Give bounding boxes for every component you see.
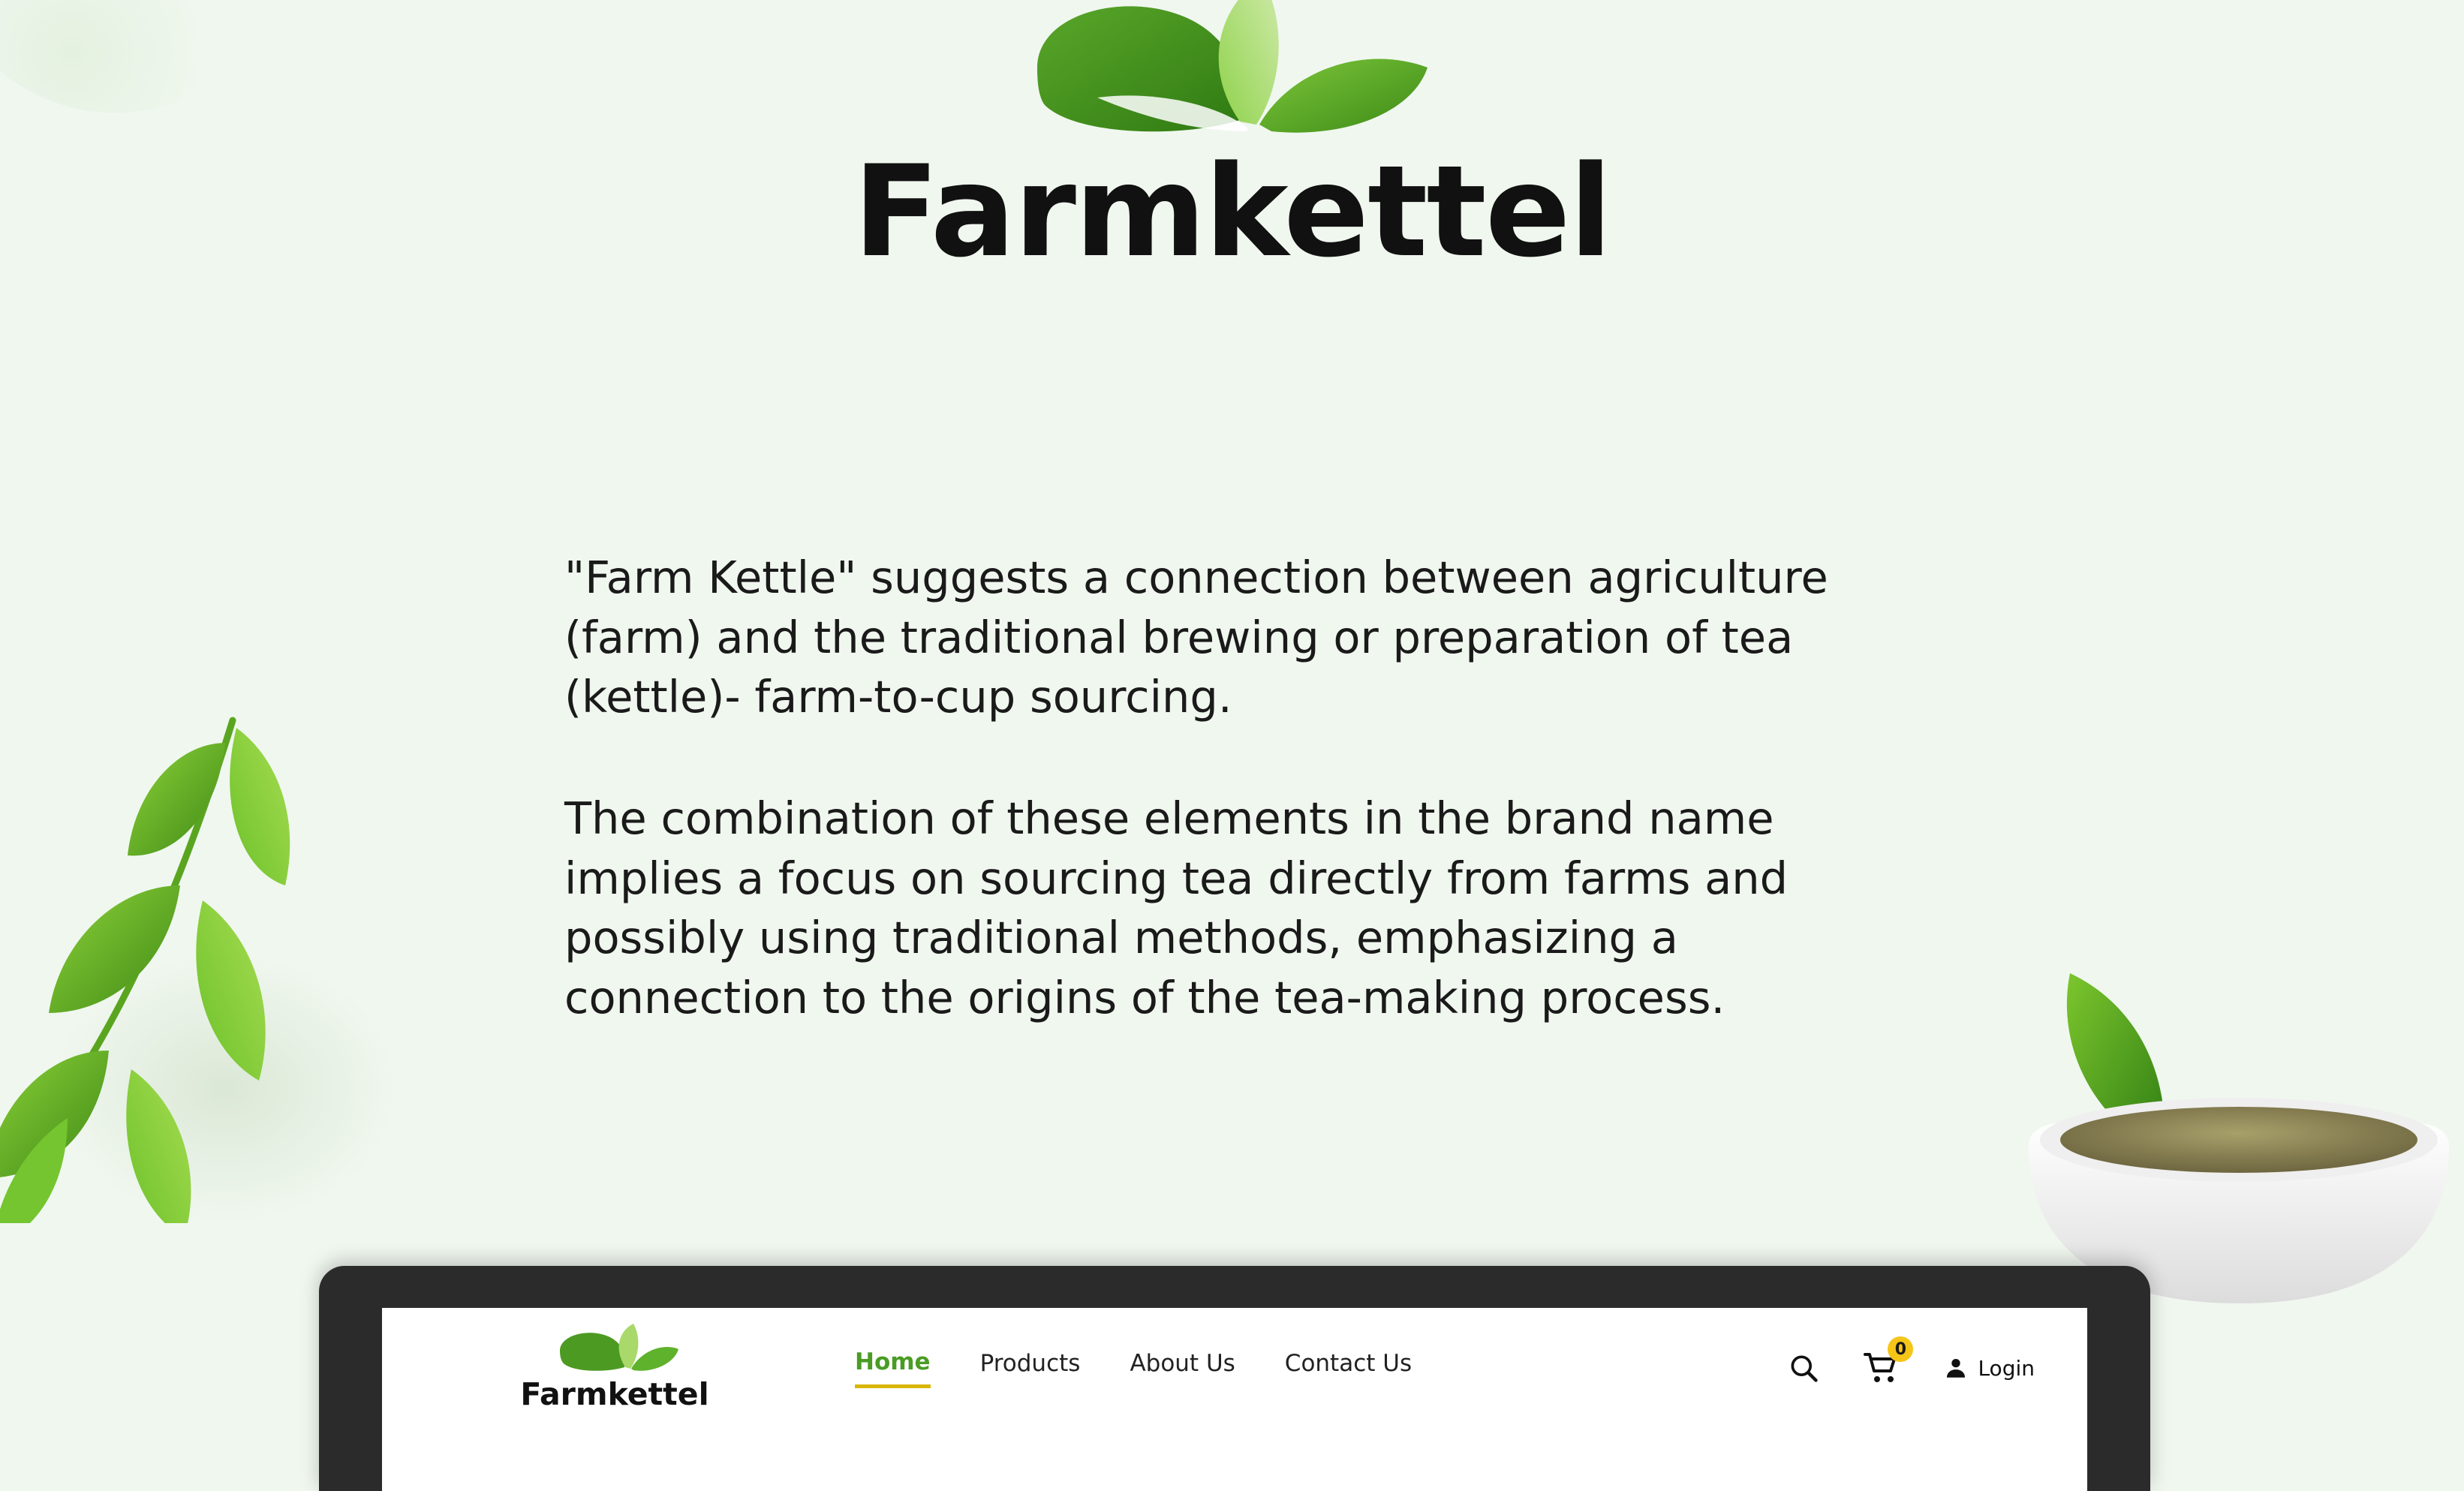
login-button[interactable] — [1943, 1355, 2035, 1381]
laptop-screen — [382, 1308, 2087, 1491]
nav-link-about-us[interactable]: About Us — [1130, 1350, 1235, 1377]
nav-link-contact-us[interactable]: Contact Us — [1284, 1350, 1413, 1377]
description-paragraph-2: The combination of these elements in the brand name implies a focus on sourcing tea directly from farms and possibly using traditional methods, emphasizing a connection to the origins of the tea-making process. — [564, 792, 1789, 1024]
nav-links — [855, 1348, 1412, 1388]
site-logo-text: Farmkettel — [520, 1376, 709, 1412]
leaf-sprout-logo-icon — [551, 1324, 678, 1375]
nav-link-home[interactable]: Home — [855, 1348, 931, 1388]
cart-count-badge: 0 — [1888, 1336, 1913, 1362]
description-text — [564, 548, 1908, 1027]
tea-leaf-branch-image — [0, 698, 428, 1223]
nav-link-products[interactable]: Products — [979, 1350, 1081, 1377]
nav-actions — [1787, 1339, 2035, 1384]
brand-name: Farmkettel — [853, 138, 1611, 285]
cart-button[interactable] — [1864, 1339, 1907, 1384]
search-icon — [1787, 1351, 1820, 1384]
site-logo[interactable] — [517, 1324, 712, 1412]
user-account-icon — [1943, 1355, 1969, 1381]
laptop-mockup — [319, 1266, 2150, 1491]
site-navbar — [382, 1308, 2087, 1428]
login-label: Login — [1978, 1355, 2035, 1381]
description-paragraph-1: "Farm Kettle" suggests a connection between agriculture (farm) and the traditional brewing or preparation of tea (kettle)- farm-to-cup sourcing. — [564, 552, 1828, 723]
brand-header — [0, 0, 2464, 285]
search-button[interactable] — [1787, 1351, 1820, 1384]
